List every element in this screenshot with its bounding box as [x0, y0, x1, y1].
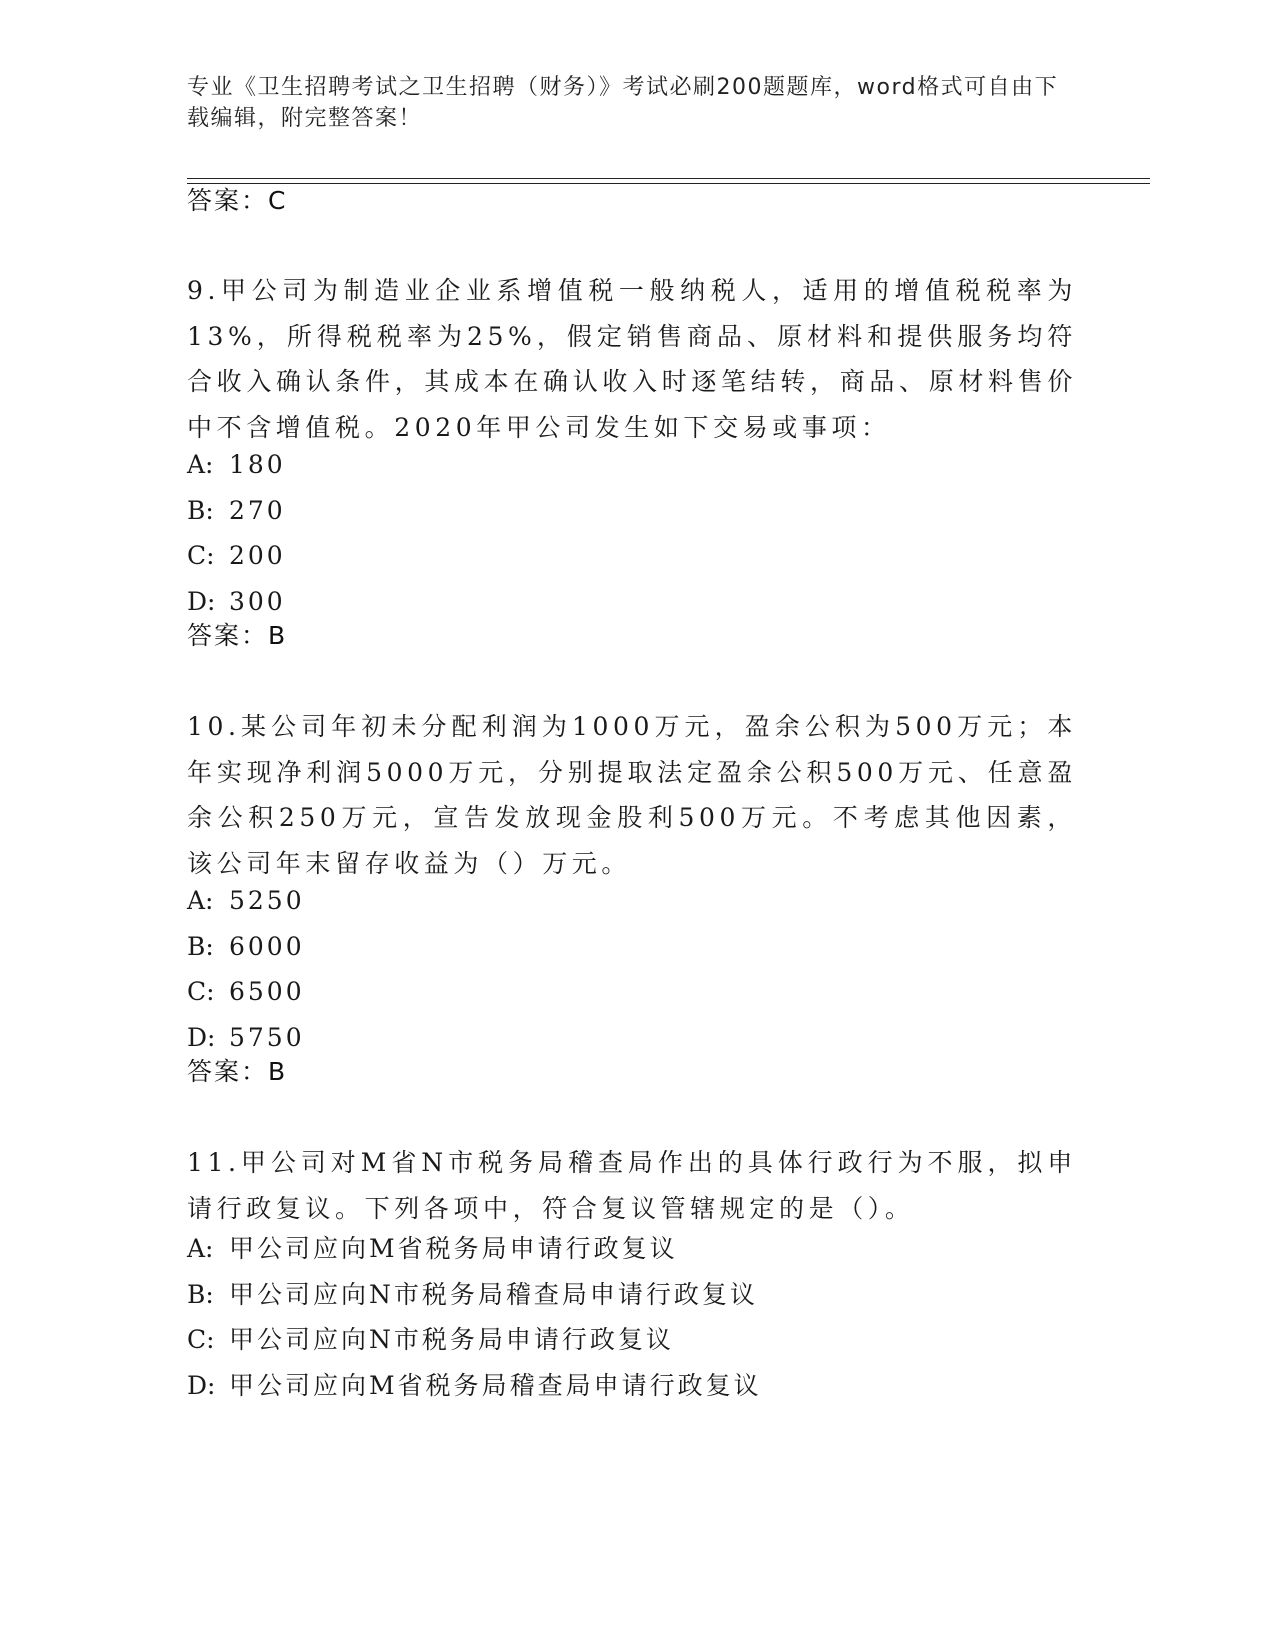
option-a — [187, 1226, 762, 1272]
question-9-options — [187, 442, 286, 624]
answer-q10: 答案：B — [187, 1057, 288, 1086]
option-text: 甲公司应向N市税务局稽查局申请行政复议 — [229, 1279, 758, 1309]
document-header: 专业《卫生招聘考试之卫生招聘（财务）》考试必刷200题题库，word格式可自由下载编辑，附完整答案！ — [187, 75, 1059, 131]
question-11-options — [187, 1226, 762, 1408]
option-letter: C: — [187, 977, 215, 1006]
option-text: 6000 — [229, 931, 305, 961]
option-text: 5250 — [229, 886, 305, 915]
answer-q8: 答案：C — [187, 186, 288, 215]
option-letter: C: — [187, 541, 215, 570]
option-letter: B: — [187, 931, 214, 961]
option-letter: A: — [187, 450, 214, 479]
option-letter: B: — [187, 1279, 214, 1309]
option-b — [187, 1272, 762, 1318]
option-text: 5750 — [229, 1022, 305, 1052]
option-text: 300 — [229, 586, 286, 616]
answer-q9: 答案：B — [187, 621, 288, 650]
option-text: 甲公司应向N市税务局申请行政复议 — [229, 1325, 674, 1354]
option-text: 甲公司应向M省税务局稽查局申请行政复议 — [229, 1370, 762, 1400]
option-a — [187, 878, 305, 924]
option-d — [187, 1363, 762, 1409]
header-divider-bottom — [187, 183, 1150, 184]
option-d — [187, 579, 286, 625]
option-letter: B: — [187, 495, 214, 525]
option-c — [187, 533, 286, 579]
header-divider-top — [187, 178, 1150, 179]
option-text: 180 — [229, 450, 286, 479]
question-9-stem: 9.甲公司为制造业企业系增值税一般纳税人，适用的增值税税率为13%，所得税税率为25%，假定销售商品、原材料和提供服务均符合收入确认条件，其成本在确认收入时逐笔结转，商品、原材料售价中不含增值税。2020年甲公司发生如下交易或事项： — [187, 276, 1077, 442]
option-letter: D: — [187, 1370, 216, 1400]
question-10-options — [187, 878, 305, 1060]
option-letter: D: — [187, 586, 216, 616]
option-text: 270 — [229, 495, 286, 525]
question-11-stem: 11.甲公司对M省N市税务局稽查局作出的具体行政行为不服，拟申请行政复议。下列各项中，符合复议管辖规定的是（）。 — [187, 1148, 1077, 1223]
option-b — [187, 924, 305, 970]
option-c — [187, 969, 305, 1015]
option-d — [187, 1015, 305, 1061]
question-10-stem: 10.某公司年初未分配利润为1000万元，盈余公积为500万元；本年实现净利润5000万元，分别提取法定盈余公积500万元、任意盈余公积250万元，宣告发放现金股利500万元。不考虑其他因素，该公司年末留存收益为（）万元。 — [187, 712, 1077, 878]
option-text: 200 — [229, 541, 286, 570]
option-b — [187, 488, 286, 534]
option-a — [187, 442, 286, 488]
option-text: 6500 — [229, 977, 305, 1006]
option-letter: A: — [187, 886, 214, 915]
option-letter: C: — [187, 1325, 215, 1354]
option-letter: D: — [187, 1022, 216, 1052]
option-text: 甲公司应向M省税务局申请行政复议 — [229, 1234, 678, 1263]
option-letter: A: — [187, 1234, 214, 1263]
option-c — [187, 1317, 762, 1363]
